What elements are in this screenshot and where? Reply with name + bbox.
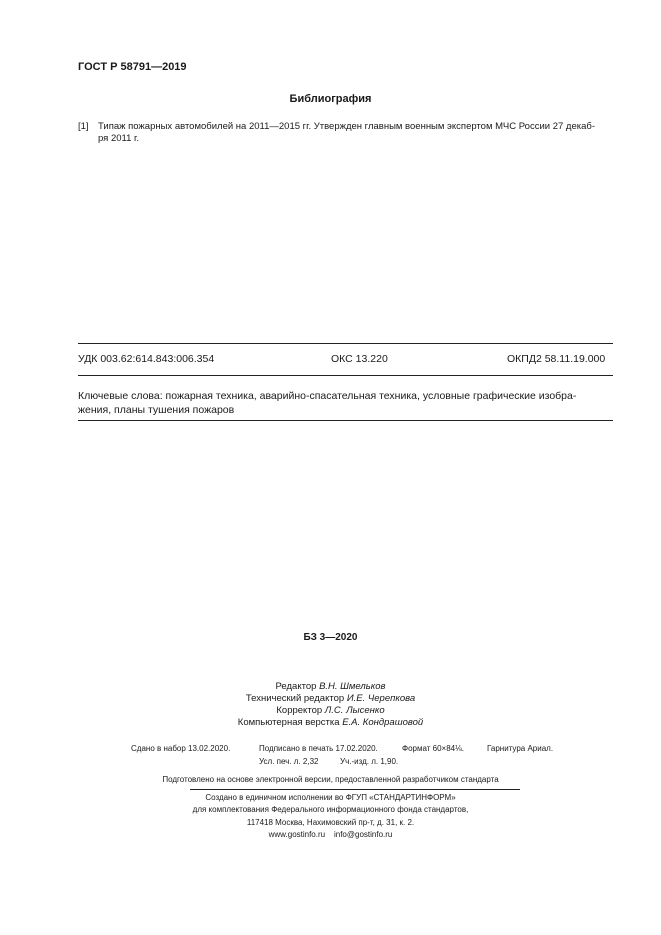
publisher-address: 117418 Москва, Нахимовский пр-т, д. 31, к. 2. (246, 818, 415, 827)
publisher-website[interactable]: www.gostinfo.ru (268, 830, 326, 839)
credit-corrector (0, 705, 661, 716)
publisher-line2: для комплектования Федерального информационного фонда стандартов, (192, 805, 469, 814)
publisher-divider (190, 789, 520, 790)
imprint-podpisano: Подписано в печать 17.02.2020. (259, 744, 378, 753)
divider-top (78, 343, 613, 344)
credit-name: Е.А. Кондрашовой (342, 717, 424, 728)
prepared-note: Подготовлено на основе электронной версии, предоставленной разработчиком стандарта (162, 775, 499, 784)
credit-name: И.Е. Черепкова (346, 693, 416, 704)
reference-text-line1: Типаж пожарных автомобилей на 2011—2015 гг. Утвержден главным военным экспертом МЧС России 27 декаб- (98, 121, 596, 132)
imprint-garnitura: Гарнитура Ариал. (487, 744, 554, 753)
keywords-line2: жения, планы тушения пожаров (78, 404, 235, 416)
divider-middle (78, 375, 613, 376)
credit-name: В.Н. Шмельков (319, 681, 386, 692)
publisher-email[interactable]: info@gostinfo.ru (333, 830, 393, 839)
bz-code: БЗ 3—2020 (303, 632, 358, 643)
credit-name: Л.С. Лысенко (324, 705, 385, 716)
credit-role: Компьютерная верстка (237, 717, 340, 728)
divider-bottom (78, 420, 613, 421)
imprint-uch-izd: Уч.-изд. л. 1,90. (340, 757, 399, 766)
bibliography-title: Библиография (289, 93, 372, 105)
imprint-sdano: Сдано в набор 13.02.2020. (131, 744, 231, 753)
reference-text-line2: ря 2011 г. (98, 133, 139, 144)
credit-editor (0, 681, 661, 692)
udk-code: УДК 003.62:614.843:006.354 (78, 353, 215, 365)
standard-code: ГОСТ Р 58791—2019 (78, 61, 187, 73)
okpd-code: ОКПД2 58.11.19.000 (507, 353, 606, 365)
credit-role: Редактор (275, 681, 317, 692)
keywords-line1: Ключевые слова: пожарная техника, аварийно-спасательная техника, условные графические изобра- (78, 390, 577, 402)
credit-role: Технический редактор (245, 693, 345, 704)
imprint-usl-pech: Усл. печ. л. 2,32 (259, 757, 319, 766)
oks-code: ОКС 13.220 (331, 353, 388, 365)
reference-number: [1] (78, 121, 89, 132)
credit-layout (0, 717, 661, 728)
publisher-contacts (0, 830, 661, 839)
credit-role: Корректор (276, 705, 323, 716)
publisher-line1: Создано в единичном исполнении во ФГУП «СТАНДАРТИНФОРМ» (205, 793, 456, 802)
credit-tech-editor (0, 693, 661, 704)
imprint-format: Формат 60×84⅛. (402, 744, 465, 753)
